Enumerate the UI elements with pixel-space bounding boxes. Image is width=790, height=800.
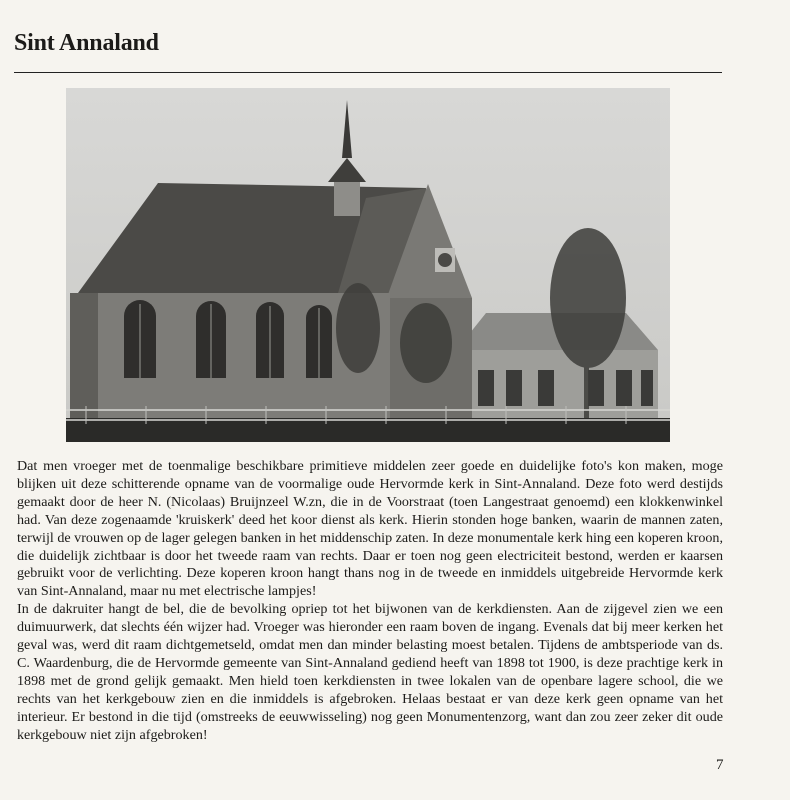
church-photo	[66, 88, 670, 442]
title-rule	[14, 72, 722, 73]
paragraph-2: In de dakruiter hangt de bel, die de bevolking opriep tot het bijwonen van de kerkdiensten. Aan de zijgevel zien we een duimuurwerk, dat slechts één wijzer had. Vroeger was hieronder een raam boven de ingang. Evenals dat bij meer kerken het geval was, werd dit raam dichtgemetseld, omdat men dan minder belasting moest betalen. Tijdens de ambtsperiode van ds. C. Waardenburg, die de Hervormde gemeente van Sint-Annaland gediend heeft van 1898 tot 1900, is deze prachtige kerk in 1898 met de grond gelijk gemaakt. Men hield toen kerkdiensten in twee lokalen van de openbare lagere school, die we rechts van het kerkgebouw zien en die inmiddels is afgebroken. Helaas bestaat er van deze kerk geen opname van het interieur. Er bestond in die tijd (omstreeks de eeuwwisseling) nog geen Monumentenzorg, want dan zou zeer zeker dit oude kerkgebouw niet zijn afgebroken!	[17, 601, 723, 743]
page-title: Sint Annaland	[14, 30, 159, 56]
page-number: 7	[716, 757, 724, 773]
paragraph-1: Dat men vroeger met de toenmalige beschikbare primitieve middelen zeer goede en duidelijke foto's kon maken, moge blijken uit deze schitterende opname van de voormalige oude Hervormde kerk in Sint-Annaland. Deze foto werd destijds gemaakt door de heer N. (Nicolaas) Bruijnzeel W.zn, die in de Voorstraat (toen Langestraat genoemd) een klokkenwinkel had. Van deze zogenaamde 'kruiskerk' deed het koor dienst als kerk. Hierin stonden hoge banken, waarin de mannen zaten, terwijl de vrouwen op de lager gelegen banken in het middenschip zaten. In deze monumentale kerk hing een koperen kroon, die duidelijk zichtbaar is door het tweede raam van rechts. Daar er toen nog geen electriciteit bestond, werden er kaarsen gebruikt voor de verlichting. Deze koperen kroon hangt thans nog in de tweede en inmiddels uitgebreide Hervormde kerk van Sint-Annaland, maar nu met electrische lampjes!	[17, 458, 723, 600]
article-body	[17, 458, 723, 745]
